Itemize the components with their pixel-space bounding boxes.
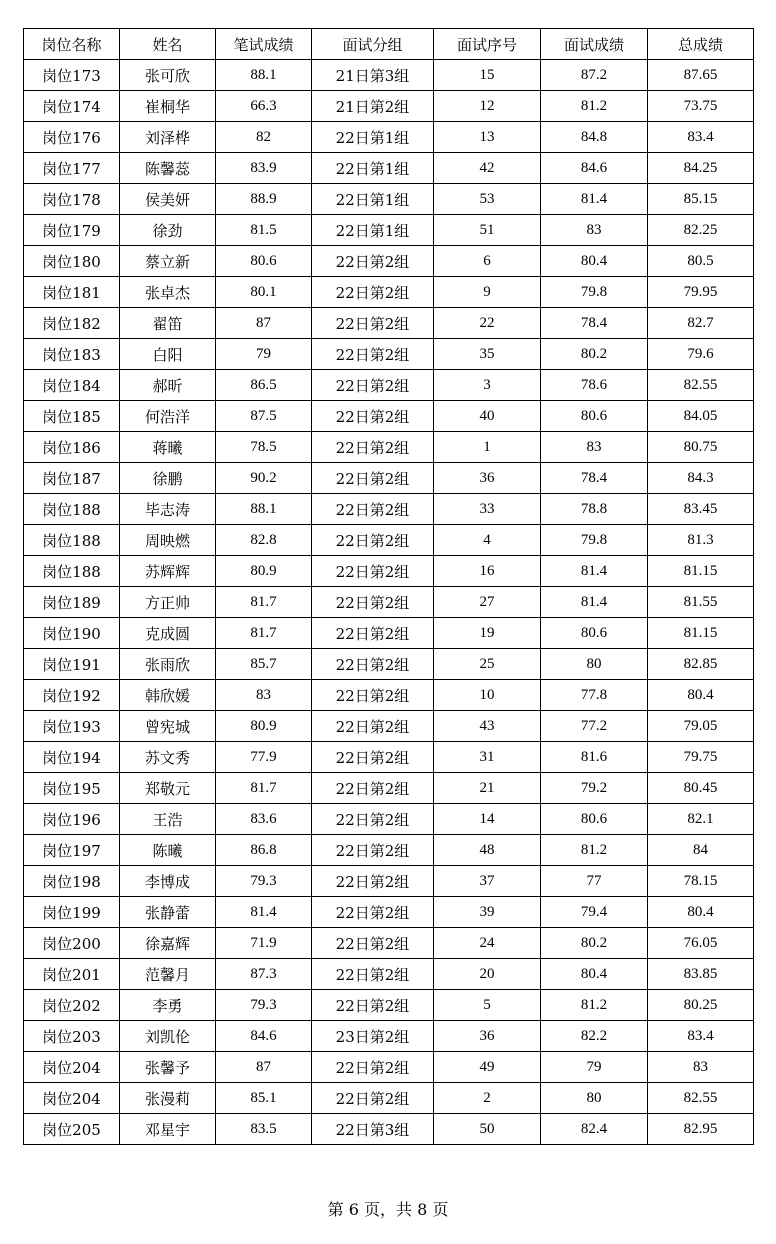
- cell-position: 岗位188: [24, 525, 120, 556]
- cell-position: 岗位196: [24, 804, 120, 835]
- cell-name: 徐劲: [120, 215, 216, 246]
- cell-interview-score: 80.6: [541, 804, 648, 835]
- cell-interview-group: 22日第2组: [312, 897, 434, 928]
- cell-interview-group: 22日第2组: [312, 339, 434, 370]
- cell-name: 李博成: [120, 866, 216, 897]
- table-row: [24, 525, 754, 556]
- cell-name: 苏辉辉: [120, 556, 216, 587]
- cell-written-score: 83: [216, 680, 312, 711]
- cell-written-score: 77.9: [216, 742, 312, 773]
- cell-interview-group: 22日第2组: [312, 959, 434, 990]
- cell-total-score: 82.55: [648, 370, 754, 401]
- cell-written-score: 79.3: [216, 990, 312, 1021]
- cell-name: 张可欣: [120, 60, 216, 91]
- cell-position: 岗位202: [24, 990, 120, 1021]
- cell-position: 岗位188: [24, 494, 120, 525]
- table-row: [24, 556, 754, 587]
- cell-total-score: 79.75: [648, 742, 754, 773]
- cell-name: 蒋曦: [120, 432, 216, 463]
- cell-written-score: 81.5: [216, 215, 312, 246]
- cell-interview-score: 79.8: [541, 525, 648, 556]
- cell-interview-order: 4: [434, 525, 541, 556]
- cell-total-score: 79.95: [648, 277, 754, 308]
- cell-name: 曾宪城: [120, 711, 216, 742]
- cell-interview-order: 33: [434, 494, 541, 525]
- cell-position: 岗位192: [24, 680, 120, 711]
- cell-total-score: 83.85: [648, 959, 754, 990]
- cell-name: 李勇: [120, 990, 216, 1021]
- cell-position: 岗位181: [24, 277, 120, 308]
- cell-total-score: 78.15: [648, 866, 754, 897]
- table-row: [24, 91, 754, 122]
- cell-interview-group: 22日第2组: [312, 308, 434, 339]
- cell-name: 翟笛: [120, 308, 216, 339]
- table-row: [24, 463, 754, 494]
- cell-name: 张静蕾: [120, 897, 216, 928]
- cell-written-score: 87: [216, 308, 312, 339]
- cell-interview-score: 81.2: [541, 990, 648, 1021]
- table-row: [24, 122, 754, 153]
- cell-name: 崔桐华: [120, 91, 216, 122]
- cell-interview-order: 3: [434, 370, 541, 401]
- cell-position: 岗位204: [24, 1052, 120, 1083]
- cell-total-score: 80.4: [648, 680, 754, 711]
- cell-interview-score: 82.2: [541, 1021, 648, 1052]
- table-row: [24, 246, 754, 277]
- cell-interview-score: 78.6: [541, 370, 648, 401]
- cell-total-score: 79.05: [648, 711, 754, 742]
- cell-total-score: 83.4: [648, 122, 754, 153]
- cell-name: 白阳: [120, 339, 216, 370]
- cell-written-score: 82: [216, 122, 312, 153]
- table-row: [24, 742, 754, 773]
- cell-interview-group: 22日第2组: [312, 246, 434, 277]
- cell-interview-order: 1: [434, 432, 541, 463]
- cell-interview-score: 79.4: [541, 897, 648, 928]
- cell-interview-group: 22日第2组: [312, 401, 434, 432]
- cell-interview-group: 22日第2组: [312, 680, 434, 711]
- cell-written-score: 80.6: [216, 246, 312, 277]
- cell-interview-group: 22日第2组: [312, 649, 434, 680]
- cell-position: 岗位186: [24, 432, 120, 463]
- cell-interview-order: 14: [434, 804, 541, 835]
- cell-interview-score: 80.6: [541, 401, 648, 432]
- cell-interview-score: 77: [541, 866, 648, 897]
- cell-name: 邓星宇: [120, 1114, 216, 1145]
- cell-written-score: 87: [216, 1052, 312, 1083]
- cell-interview-score: 81.4: [541, 587, 648, 618]
- cell-written-score: 66.3: [216, 91, 312, 122]
- cell-written-score: 80.1: [216, 277, 312, 308]
- table-row: [24, 432, 754, 463]
- cell-name: 郑敬元: [120, 773, 216, 804]
- table-row: [24, 60, 754, 91]
- cell-position: 岗位204: [24, 1083, 120, 1114]
- cell-written-score: 79.3: [216, 866, 312, 897]
- cell-interview-score: 80: [541, 649, 648, 680]
- table-row: [24, 494, 754, 525]
- cell-written-score: 88.1: [216, 494, 312, 525]
- cell-interview-score: 80.4: [541, 959, 648, 990]
- cell-name: 陈馨蕊: [120, 153, 216, 184]
- cell-interview-score: 80.6: [541, 618, 648, 649]
- cell-position: 岗位194: [24, 742, 120, 773]
- cell-written-score: 90.2: [216, 463, 312, 494]
- cell-total-score: 82.1: [648, 804, 754, 835]
- cell-interview-order: 48: [434, 835, 541, 866]
- cell-name: 徐鹏: [120, 463, 216, 494]
- cell-interview-group: 22日第2组: [312, 494, 434, 525]
- cell-name: 刘泽桦: [120, 122, 216, 153]
- cell-interview-group: 22日第2组: [312, 463, 434, 494]
- cell-interview-order: 36: [434, 1021, 541, 1052]
- cell-name: 克成圆: [120, 618, 216, 649]
- cell-interview-order: 19: [434, 618, 541, 649]
- cell-total-score: 83.45: [648, 494, 754, 525]
- cell-interview-order: 51: [434, 215, 541, 246]
- cell-written-score: 80.9: [216, 556, 312, 587]
- cell-interview-group: 22日第1组: [312, 215, 434, 246]
- cell-interview-group: 22日第2组: [312, 370, 434, 401]
- cell-written-score: 80.9: [216, 711, 312, 742]
- cell-interview-order: 53: [434, 184, 541, 215]
- cell-interview-score: 81.4: [541, 556, 648, 587]
- cell-interview-score: 78.4: [541, 463, 648, 494]
- cell-interview-score: 77.8: [541, 680, 648, 711]
- table-row: [24, 773, 754, 804]
- cell-name: 周映燃: [120, 525, 216, 556]
- cell-interview-group: 22日第2组: [312, 928, 434, 959]
- cell-interview-score: 81.4: [541, 184, 648, 215]
- table-row: [24, 1052, 754, 1083]
- cell-interview-order: 40: [434, 401, 541, 432]
- cell-interview-group: 22日第2组: [312, 1052, 434, 1083]
- cell-interview-group: 22日第2组: [312, 866, 434, 897]
- cell-interview-score: 77.2: [541, 711, 648, 742]
- cell-interview-order: 39: [434, 897, 541, 928]
- cell-name: 张馨予: [120, 1052, 216, 1083]
- cell-interview-group: 22日第2组: [312, 556, 434, 587]
- cell-interview-score: 87.2: [541, 60, 648, 91]
- table-row: [24, 897, 754, 928]
- cell-position: 岗位178: [24, 184, 120, 215]
- table-row: [24, 277, 754, 308]
- col-header-interview-group: 面试分组: [312, 29, 434, 60]
- results-table: [23, 28, 754, 1145]
- col-header-name: 姓名: [120, 29, 216, 60]
- cell-interview-order: 49: [434, 1052, 541, 1083]
- cell-interview-score: 84.6: [541, 153, 648, 184]
- cell-name: 王浩: [120, 804, 216, 835]
- cell-name: 张卓杰: [120, 277, 216, 308]
- page-footer: 第 6 页，共 8 页: [327, 1200, 449, 1219]
- cell-interview-group: 21日第3组: [312, 60, 434, 91]
- cell-position: 岗位185: [24, 401, 120, 432]
- cell-position: 岗位190: [24, 618, 120, 649]
- cell-interview-score: 81.2: [541, 835, 648, 866]
- cell-written-score: 88.1: [216, 60, 312, 91]
- cell-written-score: 78.5: [216, 432, 312, 463]
- col-header-interview-order: 面试序号: [434, 29, 541, 60]
- cell-interview-order: 12: [434, 91, 541, 122]
- cell-total-score: 81.15: [648, 618, 754, 649]
- cell-interview-group: 22日第2组: [312, 1083, 434, 1114]
- cell-position: 岗位191: [24, 649, 120, 680]
- cell-position: 岗位183: [24, 339, 120, 370]
- cell-name: 张漫莉: [120, 1083, 216, 1114]
- cell-interview-order: 9: [434, 277, 541, 308]
- cell-interview-order: 42: [434, 153, 541, 184]
- cell-total-score: 80.4: [648, 897, 754, 928]
- col-header-total-score: 总成绩: [648, 29, 754, 60]
- cell-interview-group: 22日第2组: [312, 587, 434, 618]
- table-row: [24, 680, 754, 711]
- cell-position: 岗位173: [24, 60, 120, 91]
- cell-name: 郝昕: [120, 370, 216, 401]
- cell-total-score: 83.4: [648, 1021, 754, 1052]
- cell-interview-order: 10: [434, 680, 541, 711]
- cell-total-score: 82.95: [648, 1114, 754, 1145]
- cell-interview-score: 81.6: [541, 742, 648, 773]
- cell-position: 岗位189: [24, 587, 120, 618]
- cell-written-score: 81.4: [216, 897, 312, 928]
- table-row: [24, 587, 754, 618]
- cell-total-score: 84.05: [648, 401, 754, 432]
- cell-interview-group: 22日第3组: [312, 1114, 434, 1145]
- cell-interview-group: 22日第2组: [312, 432, 434, 463]
- cell-total-score: 80.5: [648, 246, 754, 277]
- cell-interview-group: 22日第2组: [312, 773, 434, 804]
- cell-name: 徐嘉辉: [120, 928, 216, 959]
- cell-interview-group: 22日第2组: [312, 804, 434, 835]
- cell-interview-order: 43: [434, 711, 541, 742]
- cell-interview-order: 36: [434, 463, 541, 494]
- table-row: [24, 649, 754, 680]
- cell-interview-order: 21: [434, 773, 541, 804]
- table-row: [24, 959, 754, 990]
- cell-written-score: 81.7: [216, 773, 312, 804]
- cell-interview-group: 21日第2组: [312, 91, 434, 122]
- cell-name: 韩欣媛: [120, 680, 216, 711]
- cell-position: 岗位174: [24, 91, 120, 122]
- col-header-interview-score: 面试成绩: [541, 29, 648, 60]
- cell-total-score: 80.45: [648, 773, 754, 804]
- cell-interview-order: 22: [434, 308, 541, 339]
- cell-written-score: 87.5: [216, 401, 312, 432]
- cell-interview-score: 79.8: [541, 277, 648, 308]
- cell-interview-group: 23日第2组: [312, 1021, 434, 1052]
- cell-name: 毕志涛: [120, 494, 216, 525]
- cell-position: 岗位205: [24, 1114, 120, 1145]
- col-header-written-score: 笔试成绩: [216, 29, 312, 60]
- cell-name: 苏文秀: [120, 742, 216, 773]
- cell-name: 张雨欣: [120, 649, 216, 680]
- cell-written-score: 88.9: [216, 184, 312, 215]
- cell-written-score: 86.5: [216, 370, 312, 401]
- cell-interview-order: 13: [434, 122, 541, 153]
- cell-interview-group: 22日第1组: [312, 184, 434, 215]
- cell-name: 刘凯伦: [120, 1021, 216, 1052]
- cell-written-score: 81.7: [216, 618, 312, 649]
- table-row: [24, 711, 754, 742]
- cell-written-score: 79: [216, 339, 312, 370]
- cell-interview-order: 50: [434, 1114, 541, 1145]
- cell-total-score: 81.55: [648, 587, 754, 618]
- cell-interview-group: 22日第2组: [312, 990, 434, 1021]
- cell-written-score: 71.9: [216, 928, 312, 959]
- cell-position: 岗位180: [24, 246, 120, 277]
- cell-interview-group: 22日第2组: [312, 277, 434, 308]
- cell-interview-order: 16: [434, 556, 541, 587]
- cell-interview-score: 80.2: [541, 339, 648, 370]
- cell-total-score: 85.15: [648, 184, 754, 215]
- cell-interview-group: 22日第2组: [312, 835, 434, 866]
- cell-written-score: 84.6: [216, 1021, 312, 1052]
- cell-interview-score: 80: [541, 1083, 648, 1114]
- cell-total-score: 81.3: [648, 525, 754, 556]
- cell-position: 岗位200: [24, 928, 120, 959]
- cell-total-score: 83: [648, 1052, 754, 1083]
- table-row: [24, 370, 754, 401]
- cell-interview-score: 79: [541, 1052, 648, 1083]
- header-row: [24, 29, 754, 60]
- cell-written-score: 82.8: [216, 525, 312, 556]
- cell-interview-group: 22日第1组: [312, 122, 434, 153]
- cell-position: 岗位199: [24, 897, 120, 928]
- table-row: [24, 401, 754, 432]
- cell-position: 岗位195: [24, 773, 120, 804]
- cell-interview-order: 24: [434, 928, 541, 959]
- table-row: [24, 835, 754, 866]
- col-header-position: 岗位名称: [24, 29, 120, 60]
- cell-total-score: 80.25: [648, 990, 754, 1021]
- cell-interview-order: 31: [434, 742, 541, 773]
- cell-name: 蔡立新: [120, 246, 216, 277]
- cell-interview-order: 27: [434, 587, 541, 618]
- cell-interview-order: 20: [434, 959, 541, 990]
- cell-position: 岗位198: [24, 866, 120, 897]
- cell-written-score: 81.7: [216, 587, 312, 618]
- cell-total-score: 82.25: [648, 215, 754, 246]
- cell-total-score: 82.55: [648, 1083, 754, 1114]
- cell-written-score: 87.3: [216, 959, 312, 990]
- cell-interview-score: 78.4: [541, 308, 648, 339]
- cell-interview-group: 22日第2组: [312, 525, 434, 556]
- cell-total-score: 87.65: [648, 60, 754, 91]
- cell-interview-order: 37: [434, 866, 541, 897]
- cell-written-score: 85.7: [216, 649, 312, 680]
- table-row: [24, 215, 754, 246]
- table-row: [24, 339, 754, 370]
- cell-interview-score: 82.4: [541, 1114, 648, 1145]
- table-row: [24, 1083, 754, 1114]
- cell-written-score: 85.1: [216, 1083, 312, 1114]
- cell-interview-order: 15: [434, 60, 541, 91]
- cell-position: 岗位193: [24, 711, 120, 742]
- cell-position: 岗位203: [24, 1021, 120, 1052]
- cell-interview-score: 78.8: [541, 494, 648, 525]
- cell-interview-score: 83: [541, 215, 648, 246]
- cell-position: 岗位182: [24, 308, 120, 339]
- cell-interview-group: 22日第1组: [312, 153, 434, 184]
- table-row: [24, 184, 754, 215]
- cell-total-score: 76.05: [648, 928, 754, 959]
- cell-position: 岗位197: [24, 835, 120, 866]
- table-row: [24, 928, 754, 959]
- cell-interview-order: 5: [434, 990, 541, 1021]
- table-row: [24, 308, 754, 339]
- cell-interview-order: 35: [434, 339, 541, 370]
- cell-position: 岗位184: [24, 370, 120, 401]
- cell-interview-score: 80.2: [541, 928, 648, 959]
- cell-position: 岗位176: [24, 122, 120, 153]
- cell-total-score: 80.75: [648, 432, 754, 463]
- cell-position: 岗位201: [24, 959, 120, 990]
- table-row: [24, 618, 754, 649]
- cell-position: 岗位179: [24, 215, 120, 246]
- cell-name: 方正帅: [120, 587, 216, 618]
- cell-name: 范馨月: [120, 959, 216, 990]
- table-row: [24, 804, 754, 835]
- table-row: [24, 1021, 754, 1052]
- cell-position: 岗位177: [24, 153, 120, 184]
- table-row: [24, 153, 754, 184]
- cell-total-score: 82.85: [648, 649, 754, 680]
- cell-position: 岗位188: [24, 556, 120, 587]
- cell-interview-score: 81.2: [541, 91, 648, 122]
- cell-interview-order: 25: [434, 649, 541, 680]
- table-body: [24, 60, 754, 1145]
- table-row: [24, 1114, 754, 1145]
- cell-written-score: 83.5: [216, 1114, 312, 1145]
- cell-total-score: 81.15: [648, 556, 754, 587]
- cell-interview-group: 22日第2组: [312, 742, 434, 773]
- cell-written-score: 83.9: [216, 153, 312, 184]
- table-row: [24, 990, 754, 1021]
- cell-name: 侯美妍: [120, 184, 216, 215]
- cell-total-score: 84: [648, 835, 754, 866]
- cell-written-score: 86.8: [216, 835, 312, 866]
- cell-interview-score: 79.2: [541, 773, 648, 804]
- cell-total-score: 82.7: [648, 308, 754, 339]
- table-row: [24, 866, 754, 897]
- cell-position: 岗位187: [24, 463, 120, 494]
- cell-total-score: 84.3: [648, 463, 754, 494]
- cell-interview-score: 84.8: [541, 122, 648, 153]
- cell-interview-group: 22日第2组: [312, 618, 434, 649]
- cell-name: 何浩洋: [120, 401, 216, 432]
- cell-interview-group: 22日第2组: [312, 711, 434, 742]
- cell-interview-order: 6: [434, 246, 541, 277]
- cell-total-score: 79.6: [648, 339, 754, 370]
- cell-total-score: 84.25: [648, 153, 754, 184]
- cell-name: 陈曦: [120, 835, 216, 866]
- cell-interview-score: 80.4: [541, 246, 648, 277]
- cell-total-score: 73.75: [648, 91, 754, 122]
- cell-interview-order: 2: [434, 1083, 541, 1114]
- cell-written-score: 83.6: [216, 804, 312, 835]
- cell-interview-score: 83: [541, 432, 648, 463]
